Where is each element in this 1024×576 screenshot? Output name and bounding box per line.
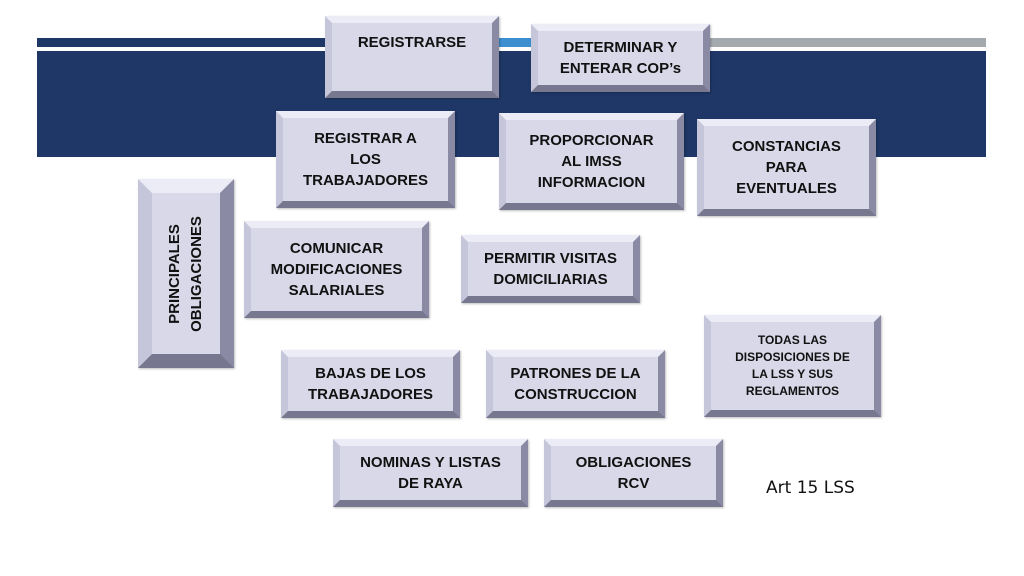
header-band-thin-grey: [700, 38, 986, 47]
box-bajas-trabajadores: BAJAS DE LOS TRABAJADORES: [281, 350, 460, 418]
box-comunicar-modificaciones: COMUNICAR MODIFICACIONES SALARIALES: [244, 221, 429, 318]
box-constancias-eventuales: CONSTANCIAS PARA EVENTUALES: [697, 119, 876, 216]
box-permitir-visitas: PERMITIR VISITAS DOMICILIARIAS: [461, 235, 640, 303]
box-principales-obligaciones: [138, 179, 234, 368]
principales-obligaciones-label: PRINCIPALES OBLIGACIONES: [166, 215, 205, 332]
box-todas-disposiciones: TODAS LAS DISPOSICIONES DE LA LSS Y SUS REGLAMENTOS: [704, 315, 881, 417]
box-obligaciones-rcv: OBLIGACIONES RCV: [544, 439, 723, 507]
box-patrones-construccion: PATRONES DE LA CONSTRUCCION: [486, 350, 665, 418]
box-proporcionar-imss: PROPORCIONAR AL IMSS INFORMACION: [499, 113, 684, 210]
box-determinar-enterar: DETERMINAR Y ENTERAR COP’s: [531, 24, 710, 92]
box-nominas-listas: NOMINAS Y LISTAS DE RAYA: [333, 439, 528, 507]
header-band-thin-blue: [498, 38, 534, 47]
box-registrarse: REGISTRARSE: [325, 16, 499, 98]
box-registrar-trabajadores: REGISTRAR A LOS TRABAJADORES: [276, 111, 455, 208]
article-reference: Art 15 LSS: [766, 478, 855, 498]
